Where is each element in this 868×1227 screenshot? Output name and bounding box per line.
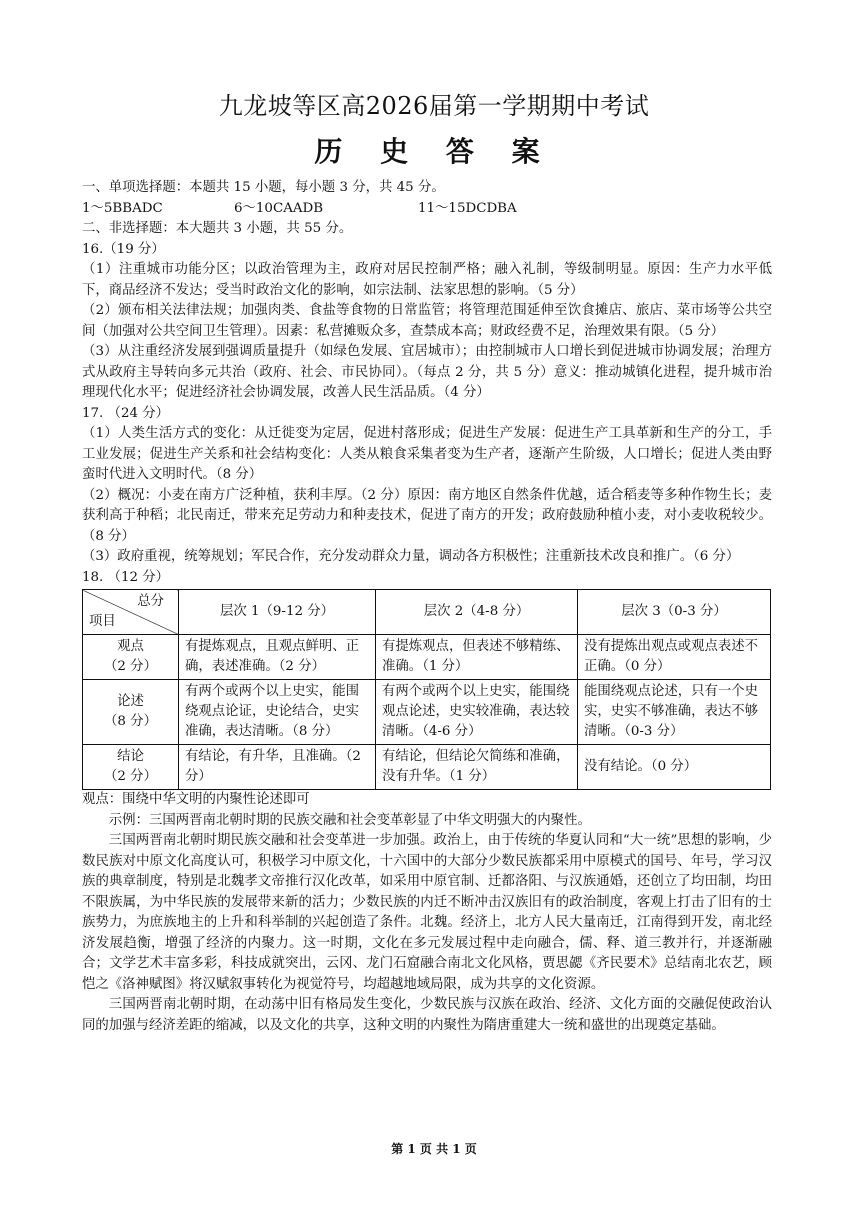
item-points: （8 分）	[104, 714, 157, 729]
row-item-viewpoint	[83, 635, 179, 680]
item-name: 观点	[117, 639, 144, 654]
rubric-corner-cell	[83, 590, 179, 635]
q18-essay-paragraph-2: 三国两晋南北朝时期，在动荡中旧有格局发生变化，少数民族与汉族在政治、经济、文化方面的交融促使政治认同的加强与经济差距的缩减，以及文化的共享，这种文明的内聚性为隋唐重建大一统和盛世的出现奠定基础。	[82, 997, 772, 1033]
q17-title: 17. （24 分）	[82, 405, 170, 421]
corner-item-label: 项目	[89, 614, 116, 629]
q16-part2: （2）颁布相关法律法规；加强肉类、食盐等食物的日常监管；将管理范围延伸至饮食摊店、旅店、菜市场等公共空间（加强对公共空间卫生管理）。因素：私营摊贩众多，查禁成本高；财政经费不足，治理效果有限。（5 分）	[82, 303, 772, 339]
table-cell: 有结论，但结论欠简练和准确，没有升华。（1 分）	[376, 745, 578, 790]
answer-body	[82, 178, 772, 1036]
q18-essay-paragraph-1: 三国两晋南北朝时期民族交融和社会变革进一步加强。政治上，由于传统的华夏认同和“大一统”思想的影响，少数民族对中原文化高度认可，积极学习中原文化，十六国中的大部分少数民族都采用中原模式的国号、年号，学习汉族的典章制度，特别是北魏孝文帝推行汉化改革，如采用中原官制、迁都洛阳、与汉族通婚，还创立了均田制，均田不限族属，为中华民族的发展带来新的活力；少数民族的内迁不断冲击汉族旧有的政治制度，客观上打击了旧有的士族势力，为庶族地主的上升和科举制的兴起创造了条件。北魏。经济上，北方人民大量南迁，江南得到开发，南北经济发展趋衡，增强了经济的内聚力。这一时期，文化在多元发展过程中走向融合，儒、释、道三教并行，并逐渐融合；文学艺术丰富多彩，科技成就突出，云冈、龙门石窟融合南北文化风格，贾思勰《齐民要术》总结南北农艺，顾恺之《洛神赋图》将汉赋叙事转化为视觉符号，均超越地域局限，成为共享的文化资源。	[82, 833, 772, 992]
table-cell: 有结论，有升华，且准确。（2 分）	[179, 745, 376, 790]
table-cell: 有两个或两个以上史实，能围绕观点论证，史论结合，史实准确，表达清晰。（8 分）	[179, 680, 376, 745]
answers-1-5: 1～5BBADC	[82, 200, 163, 216]
table-cell: 有两个或两个以上史实，能围绕观点论述，史实较准确，表达较清晰。（4-6 分）	[376, 680, 578, 745]
level-1-header: 层次 1（9-12 分）	[179, 590, 376, 635]
item-points: （2 分）	[104, 659, 157, 674]
q17-part2: （2）概况：小麦在南方广泛种植，获利丰厚。（2 分）原因：南方地区自然条件优越，适合稻麦等多种作物生长；麦获利高于种稻；北民南迁，带来充足劳动力和种麦技术，促进了南方的开发；政府鼓励种植小麦，对小麦收税较少。（8 分）	[82, 487, 772, 544]
rubric-header-row	[83, 590, 771, 635]
table-row	[83, 745, 771, 790]
row-item-argument	[83, 680, 179, 745]
exam-title: 九龙坡等区高2026届第一学期期中考试	[218, 92, 650, 120]
exam-subtitle: 历 史 答 案	[314, 135, 554, 168]
table-cell: 没有提炼出观点或观点表述不正确。（0 分）	[578, 635, 771, 680]
q16-part1: （1）注重城市功能分区；以政治管理为主，政府对居民控制严格；融入礼制，等级制明显。原因：生产力水平低下，商品经济不发达；受当时政治文化的影响，如宗法制、法家思想的影响。（5 分）	[82, 262, 772, 298]
page-number: 第 1 页 共 1 页	[391, 1142, 477, 1156]
section2-heading: 二、非选择题：本大题共 3 小题，共 55 分。	[82, 221, 353, 236]
scoring-rubric-table	[82, 589, 771, 790]
level-3-header: 层次 3（0-3 分）	[578, 590, 771, 635]
item-points: （2 分）	[104, 769, 157, 784]
table-row	[83, 680, 771, 745]
corner-total-label: 总分	[137, 594, 164, 609]
q16-title: 16.（19 分）	[82, 241, 165, 257]
table-row	[83, 635, 771, 680]
section1-heading: 一、单项选择题：本题共 15 小题，每小题 3 分，共 45 分。	[82, 180, 445, 195]
answers-6-10: 6～10CAADB	[234, 200, 324, 216]
q18-note: 观点：围绕中华文明的内聚性论述即可	[82, 792, 310, 807]
q18-title: 18. （12 分）	[82, 569, 170, 585]
table-cell: 没有结论。（0 分）	[578, 745, 771, 790]
item-name: 论述	[117, 694, 144, 709]
row-item-conclusion	[83, 745, 179, 790]
answers-11-15: 11～15DCDBA	[418, 200, 517, 216]
q16-part3: （3）从注重经济发展到强调质量提升（如绿色发展、宜居城市）；由控制城市人口增长到促进城市协调发展；治理方式从政府主导转向多元共治（政府、社会、市民协同）。（每点 2 分，共 5 分）意义：推动城镇化进程，提升城市治理现代化水平；促进经济社会协调发展，改善人民生活品质。（4 分）	[82, 344, 772, 400]
table-cell: 有提炼观点，但表述不够精练、准确。（1 分）	[376, 635, 578, 680]
item-name: 结论	[117, 749, 144, 764]
table-cell: 能围绕观点论述，只有一个史实，史实不够准确，表达不够清晰。（0-3 分）	[578, 680, 771, 745]
choice-answers	[82, 199, 772, 220]
table-cell: 有提炼观点，且观点鲜明、正确，表述准确。（2 分）	[179, 635, 376, 680]
q18-example: 示例：三国两晋南北朝时期的民族交融和社会变革彰显了中华文明强大的内聚性。	[108, 812, 591, 828]
q17-part3: （3）政府重视，统筹规划；军民合作，充分发动群众力量，调动各方积极性；注重新技术改良和推广。（6 分）	[82, 549, 740, 564]
q17-part1: （1）人类生活方式的变化：从迁徙变为定居，促进村落形成；促进生产发展：促进生产工具革新和生产的分工，手工业发展；促进生产关系和社会结构变化：人类从粮食采集者变为生产者，逐渐产生阶级，人口增长；促进人类由野蛮时代进入文明时代。（8 分）	[82, 426, 772, 482]
level-2-header: 层次 2（4-8 分）	[376, 590, 578, 635]
